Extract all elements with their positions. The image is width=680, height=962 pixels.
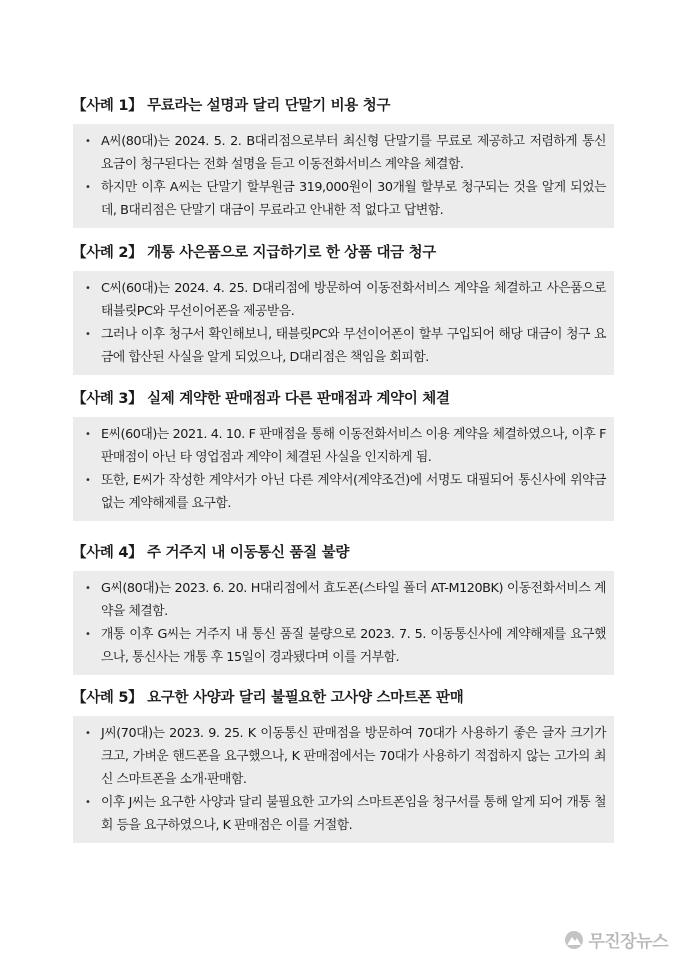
case-4 [73,543,614,675]
list-item [83,722,606,791]
case-title: 【사례 4】 주 거주지 내 이동통신 품질 불량 [72,545,350,561]
case-title: 【사례 3】 실제 계약한 판매점과 다른 판매점과 계약이 체결 [72,391,450,407]
list-item [83,623,606,669]
list-item [83,323,606,369]
bullet-icon: • [85,329,91,340]
list-item [83,577,606,623]
list-item [83,130,606,176]
watermark [564,927,668,952]
bullet-text: G씨(80대)는 2023. 6. 20. H대리점에서 효도폰(스타일 폴더 AT-M120BK) 이동전화서비스 계약을 체결함. [101,581,606,619]
bullet-icon: • [85,728,91,739]
case-5 [73,688,614,843]
bullet-icon: • [85,429,91,440]
list-item [83,423,606,469]
bullet-text: 이후 J씨는 요구한 사양과 달리 불필요한 고가의 스마트폰임을 청구서를 통해 알게 되어 개통 철회 등을 요구하였으나, K 판매점은 이를 거절함. [101,795,606,833]
list-item [83,277,606,323]
bullet-icon: • [85,797,91,808]
case-3 [73,389,614,521]
mountain-logo-icon [564,930,584,950]
bullet-text: 하지만 이후 A씨는 단말기 할부원금 319,000원이 30개월 할부로 청구되는 것을 알게 되었는데, B대리점은 단말기 대금이 무료라고 안내한 적 없다고 답변함. [101,180,606,218]
case-box [73,417,614,521]
bullet-icon: • [85,629,91,640]
bullet-text: E씨(60대)는 2021. 4. 10. F 판매점을 통해 이동전화서비스 이용 계약을 체결하였으나, 이후 F 판매점이 아닌 타 영업점과 계약이 체결된 사실을 인지하게 됨. [101,427,606,465]
case-2 [73,243,614,375]
case-title: 【사례 1】 무료라는 설명과 달리 단말기 비용 청구 [72,98,391,114]
case-box [73,124,614,228]
bullet-text: C씨(60대)는 2024. 4. 25. D대리점에 방문하여 이동전화서비스 계약을 체결하고 사은품으로 태블릿PC와 무선이어폰을 제공받음. [101,281,606,319]
bullet-icon: • [85,583,91,594]
list-item [83,176,606,222]
bullet-icon: • [85,475,91,486]
bullet-icon: • [85,182,91,193]
bullet-icon: • [85,283,91,294]
bullet-text: 또한, E씨가 작성한 계약서가 아닌 다른 계약서(계약조건)에 서명도 대필되어 통신사에 위약금 없는 계약해제를 요구함. [101,473,606,511]
case-box [73,271,614,375]
watermark-text: 무진장뉴스 [588,932,668,952]
list-item [83,791,606,837]
bullet-text: J씨(70대)는 2023. 9. 25. K 이동통신 판매점을 방문하여 70대가 사용하기 좋은 글자 크기가 크고, 가벼운 핸드폰을 요구했으나, K 판매점에서는 70대가 사용하기 적접하지 않는 고가의 최신 스마트폰을 소개·판매함. [101,726,606,787]
case-box [73,716,614,843]
list-item [83,469,606,515]
case-title: 【사례 5】 요구한 사양과 달리 불필요한 고사양 스마트폰 판매 [72,690,464,706]
case-1 [73,96,614,228]
bullet-text: A씨(80대)는 2024. 5. 2. B대리점으로부터 최신형 단말기를 무료로 제공하고 저렴하게 통신 요금이 청구된다는 전화 설명을 듣고 이동전화서비스 계약을 체결함. [101,134,606,172]
bullet-icon: • [85,136,91,147]
case-box [73,571,614,675]
bullet-text: 개통 이후 G씨는 거주지 내 통신 품질 불량으로 2023. 7. 5. 이동통신사에 계약해제를 요구했으나, 통신사는 개통 후 15일이 경과됐다며 이를 거부함. [101,627,606,665]
bullet-text: 그러나 이후 청구서 확인해보니, 태블릿PC와 무선이어폰이 할부 구입되어 해당 대금이 청구 요금에 합산된 사실을 알게 되었으나, D대리점은 책임을 회피함. [101,327,606,365]
case-title: 【사례 2】 개통 사은품으로 지급하기로 한 상품 대금 청구 [72,245,437,261]
